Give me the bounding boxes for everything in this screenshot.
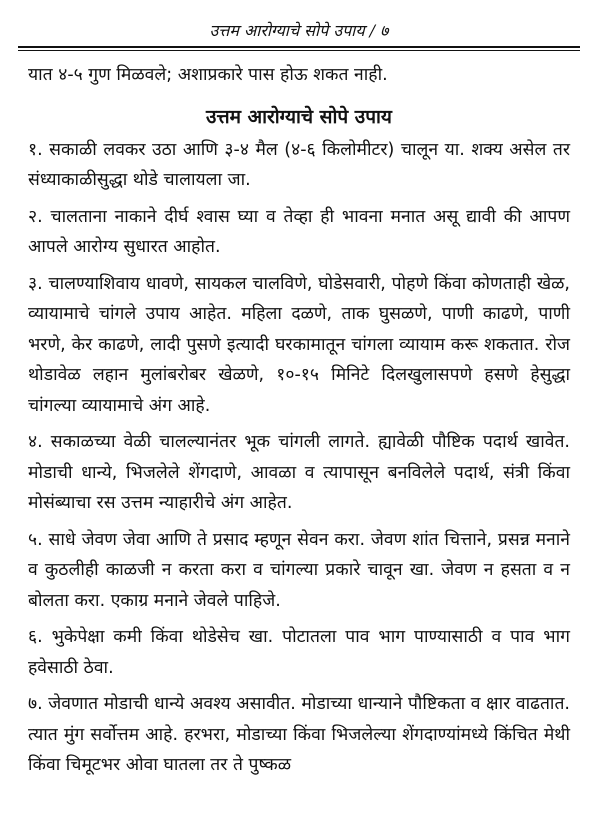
list-item-2: २. चालताना नाकाने दीर्घ श्वास घ्या व तेव्हा ही भावना मनात असू द्यावी की आपण आपले आरोग्य सुधारत आहोत. [28,206,570,257]
list-item-4: ४. सकाळच्या वेळी चालल्यानंतर भूक चांगली लागते. ह्यावेळी पौष्टिक पदार्थ खावेत. मोडाची धान्ये, भिजलेले शेंगदाणे, आवळा व त्यापासून बनविलेले पदार्थ, संत्री किंवा मोसंब्याचा रस उत्तम न्याहारीचे अंग आहेत. [28,432,570,513]
list-item-3: ३. चालण्याशिवाय धावणे, सायकल चालविणे, घोडेसवारी, पोहणे किंवा कोणताही खेळ, व्यायामाचे चांगले उपाय आहेत. महिला दळणे, ताक घुसळणे, पाणी काढणे, पाणी भरणे, केर काढणे, लादी पुसणे इत्यादी घरकामातून चांगला व्यायाम करू शकतात. रोज थोडावेळ लहान मुलांबरोबर खेळणे, १०-१५ मिनिटे दिलखुलासपणे हसणे हेसुद्धा चांगल्या व्यायामाचे अंग आहे. [28,273,570,416]
list-item-6: ६. भुकेपेक्षा कमी किंवा थोडेसेच खा. पोटातला पाव भाग पाण्यासाठी व पाव भाग हवेसाठी ठेवा. [28,627,570,678]
list-item-5: ५. साधे जेवण जेवा आणि ते प्रसाद म्हणून सेवन करा. जेवण शांत चित्ताने, प्रसन्न मनाने व कुठलीही काळजी न करता करा व चांगल्या प्रकारे चावून खा. जेवण न हसता व न बोलता करा. एकाग्र मनाने जेवले पाहिजे. [28,529,570,611]
header-rule [18,46,580,51]
page-body [28,60,570,787]
list-item-1: १. सकाळी लवकर उठा आणि ३-४ मैल (४-६ किलोमीटर) चालून या. शक्य असेल तर संध्याकाळीसुद्धा थोडे चालायला जा. [28,139,570,190]
list-item-7: ७. जेवणात मोडाची धान्ये अवश्य असावीत. मोडाच्या धान्याने पौष्टिकता व क्षार वाढतात. त्यात मुंग सर्वोत्तम आहे. हरभरा, मोडाच्या किंवा भिजलेल्या शेंगदाण्यांमध्ये किंचित मेथी किंवा चिमूटभर ओवा घातला तर ते पुष्कळ [28,694,570,775]
running-header: उत्तम आरोग्याचे सोपे उपाय / ७ [209,21,389,40]
section-heading: उत्तम आरोग्याचे सोपे उपाय [206,105,392,128]
carryover-paragraph: यात ४-५ गुण मिळवले; अशाप्रकारे पास होऊ शकत नाही. [28,65,388,85]
